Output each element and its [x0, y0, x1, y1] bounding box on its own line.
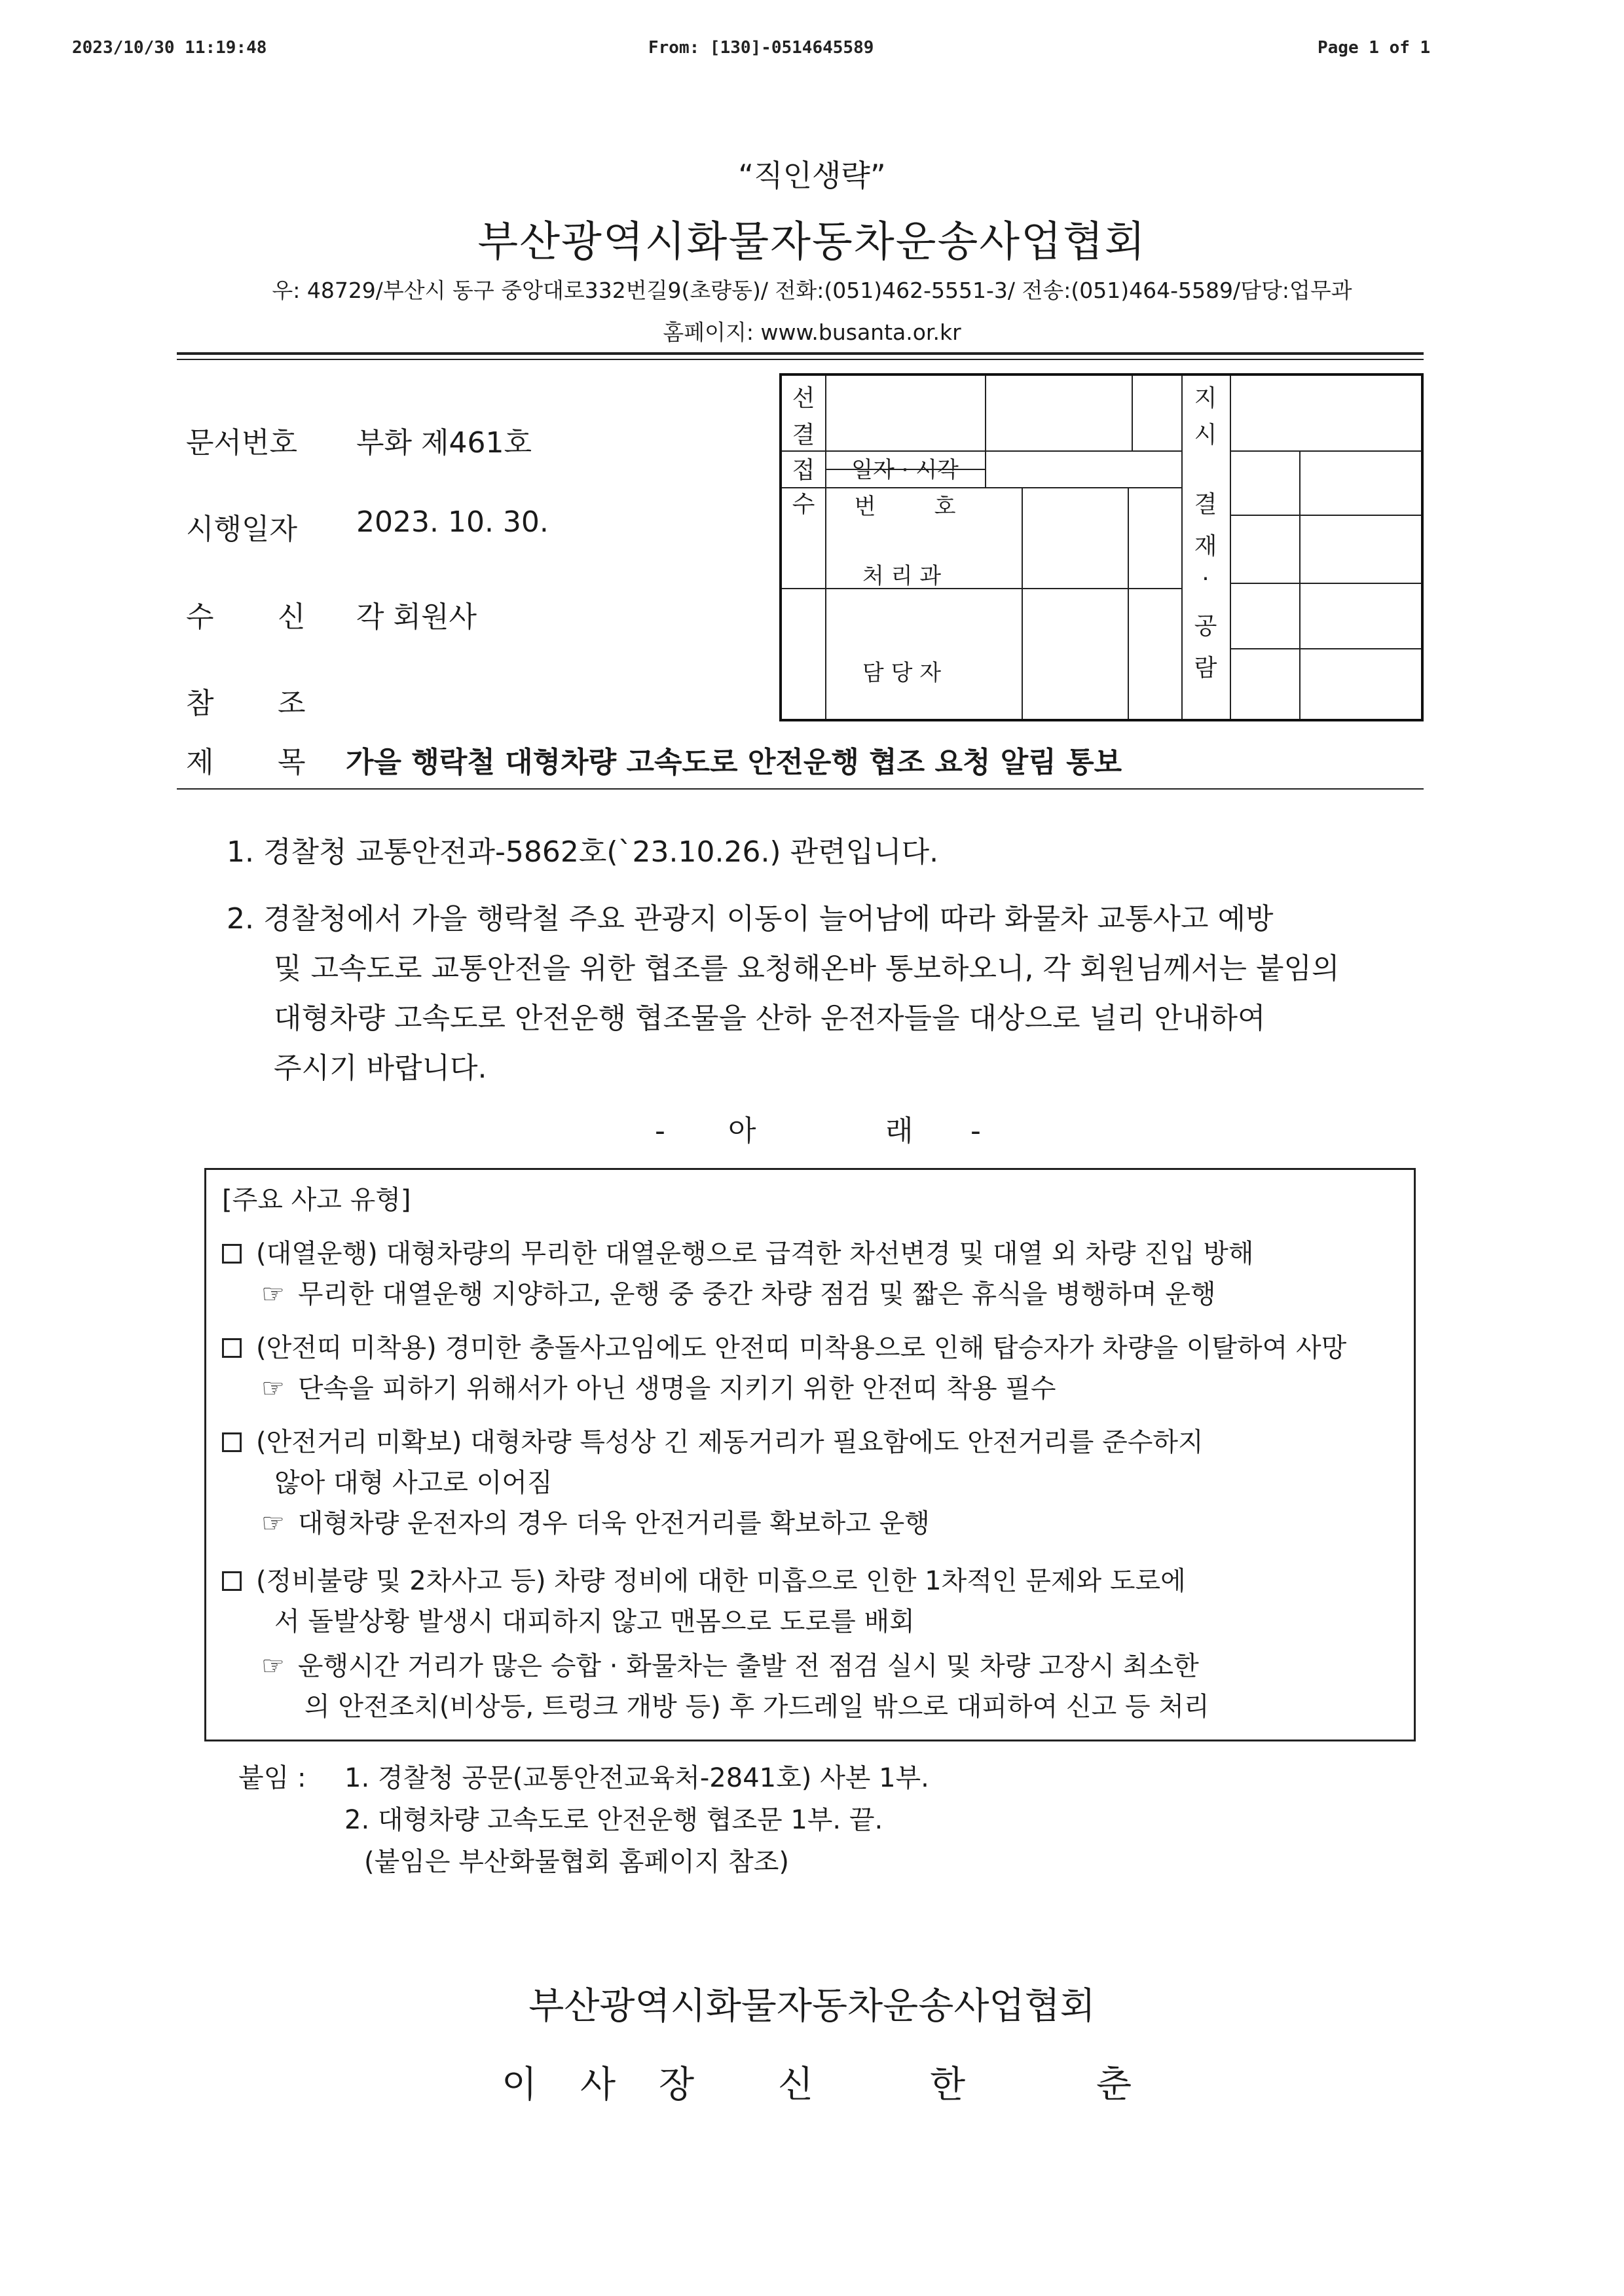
pointing-hand-icon: ☞ [261, 1279, 285, 1309]
doc-number: 부화 제461호 [356, 426, 532, 460]
approval-vertical-3: 공 [1194, 613, 1217, 640]
subject: 가을 행락철 대형차량 고속도로 안전운행 협조 요청 알림 통보 [346, 746, 1122, 779]
fax-sender: From: [130]-0514645589 [648, 38, 874, 58]
approval-vertical-2: 재 [1194, 533, 1217, 560]
receipt-number-label-2: 호 [934, 494, 956, 520]
receipt-su: 수 [792, 491, 815, 518]
body-item-2-line-2: 및 고속도로 교통안전을 위한 협조를 요청해온바 통보하오니, 각 회원님께서는 붙임의 [274, 952, 1340, 985]
body-item-2-line-4: 주시기 바랍니다. [274, 1051, 487, 1085]
accident-type-maintenance-text: (정비불량 및 2차사고 등) 차량 정비에 대한 미흡으로 인한 1차적인 문제와 도로에 [256, 1566, 1186, 1596]
pointing-hand-icon: ☞ [261, 1508, 285, 1539]
signature-name-2: 한 [930, 2064, 966, 2106]
reference-label-2: 조 [278, 687, 306, 720]
accident-types-title: [주요 사고 유형] [222, 1185, 411, 1215]
signature-title-3: 장 [659, 2064, 695, 2106]
attachment-label: 붙임 : [238, 1763, 306, 1793]
approval-gyeol: 결 [792, 422, 815, 448]
signature-title-1: 이 [502, 2064, 538, 2106]
reference-label-1: 참 [186, 687, 214, 720]
approval-vertical-1: 결 [1194, 491, 1217, 518]
grid-line [1128, 487, 1129, 719]
recipient-label-1: 수 [186, 600, 214, 634]
accident-type-seatbelt-advice-text: 단속을 피하기 위해서가 아닌 생명을 지키기 위한 안전띠 착용 필수 [297, 1374, 1056, 1404]
accident-type-convoy-advice-text: 무리한 대열운행 지양하고, 운행 중 중간 차량 점검 및 짧은 휴식을 병행하며 운행 [297, 1279, 1216, 1309]
accident-type-distance-text: (안전거리 미확보) 대형차량 특성상 긴 제동거리가 필요함에도 안전거리를 준수하지 [256, 1427, 1204, 1457]
pointing-hand-icon: ☞ [261, 1374, 285, 1404]
subject-label-1: 제 [186, 746, 214, 779]
body-item-2-line-3: 대형차량 고속도로 안전운행 협조물을 산하 운전자들을 대상으로 널리 안내하여 [274, 1002, 1266, 1035]
subject-underline [177, 788, 1424, 790]
accident-type-distance-advice [261, 1503, 930, 1540]
receipt-number-label-1: 번 [854, 494, 876, 520]
signature-name-1: 신 [778, 2064, 814, 2106]
letterhead-divider [177, 352, 1424, 355]
processing-dept-label: 처 리 과 [862, 563, 942, 589]
below-dash-right: - [970, 1114, 981, 1148]
accident-type-convoy-text: (대열운행) 대형차량의 무리한 대열운행으로 급격한 차선변경 및 대열 외 차량 진입 방해 [256, 1239, 1254, 1269]
instruction-si: 시 [1194, 422, 1217, 448]
approval-vertical-dot: · [1202, 566, 1209, 592]
recipient: 각 회원사 [356, 600, 477, 634]
issue-date: 2023. 10. 30. [356, 505, 549, 539]
accident-type-distance-advice-text: 대형차량 운전자의 경우 더욱 안전거리를 확보하고 운행 [297, 1508, 930, 1539]
attachment-item-1: 1. 경찰청 공문(교통안전교육처-2841호) 사본 1부. [344, 1763, 929, 1793]
accident-type-convoy [222, 1233, 1253, 1270]
grid-line [1230, 376, 1231, 719]
organization-address: 우: 48729/부산시 동구 중앙대로332번길9(초량동)/ 전화:(051)462-5551-3/ 전송:(051)464-5589/담당:업무과 [272, 278, 1352, 303]
accident-type-distance-text-2: 않아 대형 사고로 이어짐 [274, 1468, 553, 1498]
below-rae: 래 [885, 1114, 913, 1148]
grid-line [1230, 515, 1421, 516]
grid-line [1230, 450, 1421, 452]
accident-type-maintenance-text-2: 서 돌발상황 발생시 대피하지 않고 맨몸으로 도로를 배회 [274, 1607, 915, 1637]
accident-type-maintenance-advice [261, 1645, 1199, 1683]
checkbox-icon [222, 1338, 242, 1358]
attachment-item-2: 2. 대형차량 고속도로 안전운행 협조문 1부. 끝. [344, 1805, 883, 1835]
instruction-ji: 지 [1194, 385, 1217, 412]
pointing-hand-icon: ☞ [261, 1651, 285, 1681]
below-dash-left: - [655, 1114, 665, 1148]
signature-title-2: 사 [580, 2064, 616, 2106]
accident-type-distance [222, 1421, 1204, 1459]
below-a: 아 [728, 1114, 756, 1148]
accident-type-convoy-advice [261, 1273, 1216, 1311]
body-item-2-line-1: 2. 경찰청에서 가을 행락철 주요 관광지 이동이 늘어남에 따라 화물차 교통사고 예방 [227, 902, 1274, 936]
organization-homepage: 홈페이지: www.busanta.or.kr [663, 319, 961, 345]
signature-name-3: 춘 [1096, 2064, 1132, 2106]
receipt-datetime-label: 일자 · 시각 [851, 457, 959, 483]
accident-type-seatbelt [222, 1327, 1346, 1364]
letterhead-divider-thin [177, 359, 1424, 360]
fax-page-number: Page 1 of 1 [1318, 38, 1431, 58]
approval-vertical-4: 람 [1194, 655, 1217, 682]
approval-grid [779, 373, 1424, 721]
issue-date-label: 시행일자 [186, 513, 298, 546]
person-in-charge-label: 담 당 자 [862, 660, 942, 686]
doc-number-label: 문서번호 [186, 426, 298, 460]
receipt-jeop: 접 [792, 457, 815, 484]
signature-organization: 부산광역시화물자동차운송사업협회 [528, 1985, 1096, 2028]
recipient-label-2: 신 [278, 600, 306, 634]
accident-type-seatbelt-advice [261, 1368, 1056, 1405]
accident-type-seatbelt-text: (안전띠 미착용) 경미한 충돌사고임에도 안전띠 미착용으로 인해 탑승자가 차량을 이탈하여 사망 [256, 1333, 1347, 1363]
checkbox-icon [222, 1571, 242, 1591]
fax-datetime: 2023/10/30 11:19:48 [72, 38, 267, 58]
accident-type-maintenance-advice-2: 의 안전조치(비상등, 트렁크 개방 등) 후 가드레일 밖으로 대피하여 신고 등 처리 [304, 1692, 1209, 1722]
attachment-note: (붙임은 부산화물협회 홈페이지 참조) [364, 1847, 789, 1877]
accident-type-maintenance [222, 1560, 1186, 1597]
grid-line [1132, 376, 1133, 450]
checkbox-icon [222, 1244, 242, 1264]
grid-line [1022, 487, 1023, 719]
subject-label-2: 목 [278, 746, 306, 779]
seal-omitted-note: “직인생략” [738, 158, 886, 193]
grid-line [985, 376, 986, 487]
checkbox-icon [222, 1432, 242, 1452]
organization-title: 부산광역시화물자동차운송사업협회 [477, 218, 1147, 266]
grid-line [1230, 583, 1421, 584]
approval-seon: 선 [792, 385, 815, 412]
body-item-1: 1. 경찰청 교통안전과-5862호(`23.10.26.) 관련입니다. [227, 835, 939, 869]
grid-line [1299, 450, 1301, 719]
accident-types-box [204, 1168, 1416, 1741]
grid-line [1230, 648, 1421, 649]
accident-type-maintenance-advice-text: 운행시간 거리가 많은 승합 · 화물차는 출발 전 점검 실시 및 차량 고장시 최소한 [297, 1651, 1199, 1681]
